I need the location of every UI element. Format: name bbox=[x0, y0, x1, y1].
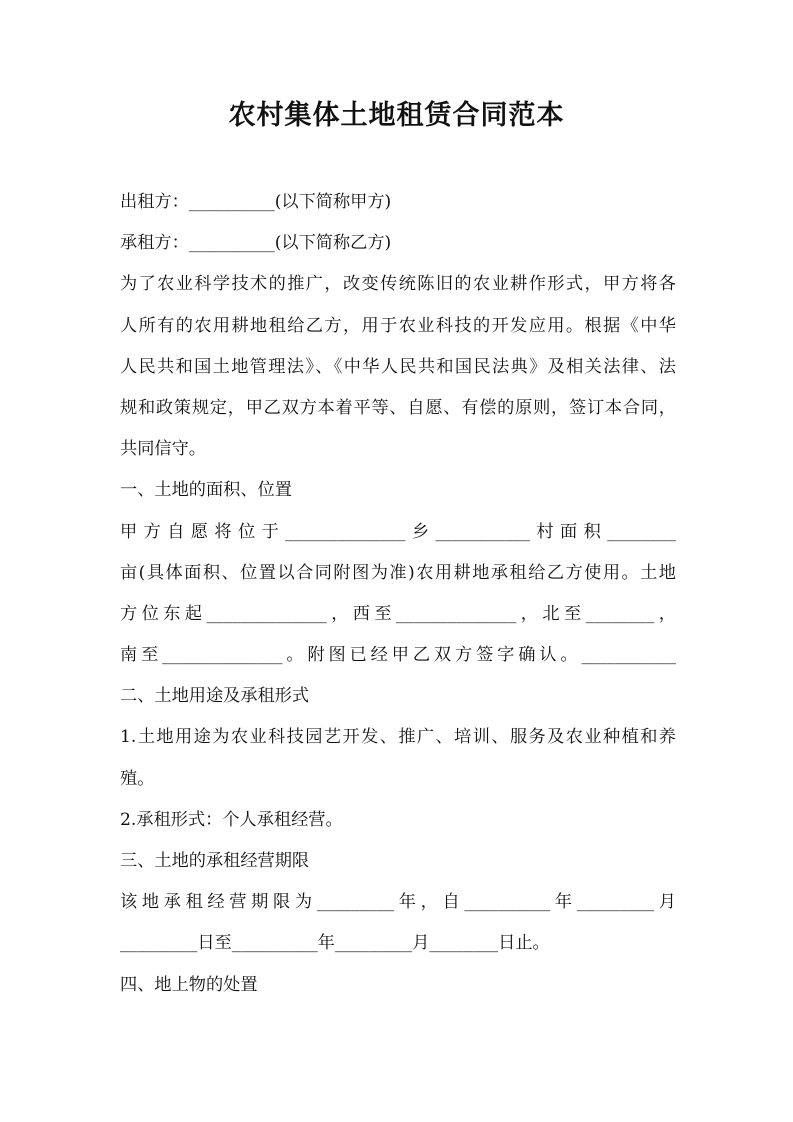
section-heading-1: 一、土地的面积、位置 bbox=[120, 480, 292, 501]
preamble-line-3: 人民共和国土地管理法》、《中华人民共和国民法典》及相关法律、法 bbox=[120, 356, 676, 377]
preamble-line-5: 共同信守。 bbox=[120, 439, 206, 460]
section-heading-2: 二、土地用途及承租形式 bbox=[120, 686, 310, 707]
section-2-item-1-line-1: 1.土地用途为农业科技园艺开发、推广、培训、服务及农业种植和养 bbox=[120, 727, 676, 748]
section-1-line-1: 甲方自愿将位于______________乡___________村面积________ bbox=[120, 521, 676, 542]
section-1-line-2: 亩(具体面积、位置以合同附图为准)农用耕地承租给乙方使用。土地 bbox=[120, 562, 676, 583]
section-1-line-4: 南至______________。附图已经甲乙双方签字确认。___________ bbox=[120, 645, 676, 666]
section-2-item-1-line-2: 殖。 bbox=[120, 768, 155, 789]
preamble-line-2: 人所有的农用耕地租给乙方，用于农业科技的开发应用。根据《中华 bbox=[120, 315, 676, 336]
section-2-item-2: 2.承租形式：个人承租经营。 bbox=[120, 809, 343, 830]
section-heading-4: 四、地上物的处置 bbox=[120, 974, 258, 995]
section-3-line-2: _________日至__________年_________月________日止。 bbox=[120, 933, 550, 954]
document-body bbox=[120, 182, 676, 1006]
lessee-line: 承租方：__________(以下简称乙方) bbox=[120, 233, 392, 254]
document-title: 农村集体土地租赁合同范本 bbox=[228, 100, 565, 131]
section-3-line-1: 该地承租经营期限为_________年，自__________年_________月 bbox=[120, 892, 676, 913]
section-1-line-3: 方位东起______________，西至______________，北至________， bbox=[120, 603, 676, 624]
preamble-line-1: 为了农业科学技术的推广，改变传统陈旧的农业耕作形式，甲方将各 bbox=[120, 274, 676, 295]
lessor-line: 出租方：__________(以下简称甲方) bbox=[120, 192, 392, 212]
section-heading-3: 三、土地的承租经营期限 bbox=[120, 851, 310, 871]
preamble-line-4: 规和政策规定，甲乙双方本着平等、自愿、有偿的原则，签订本合同， bbox=[120, 397, 676, 418]
